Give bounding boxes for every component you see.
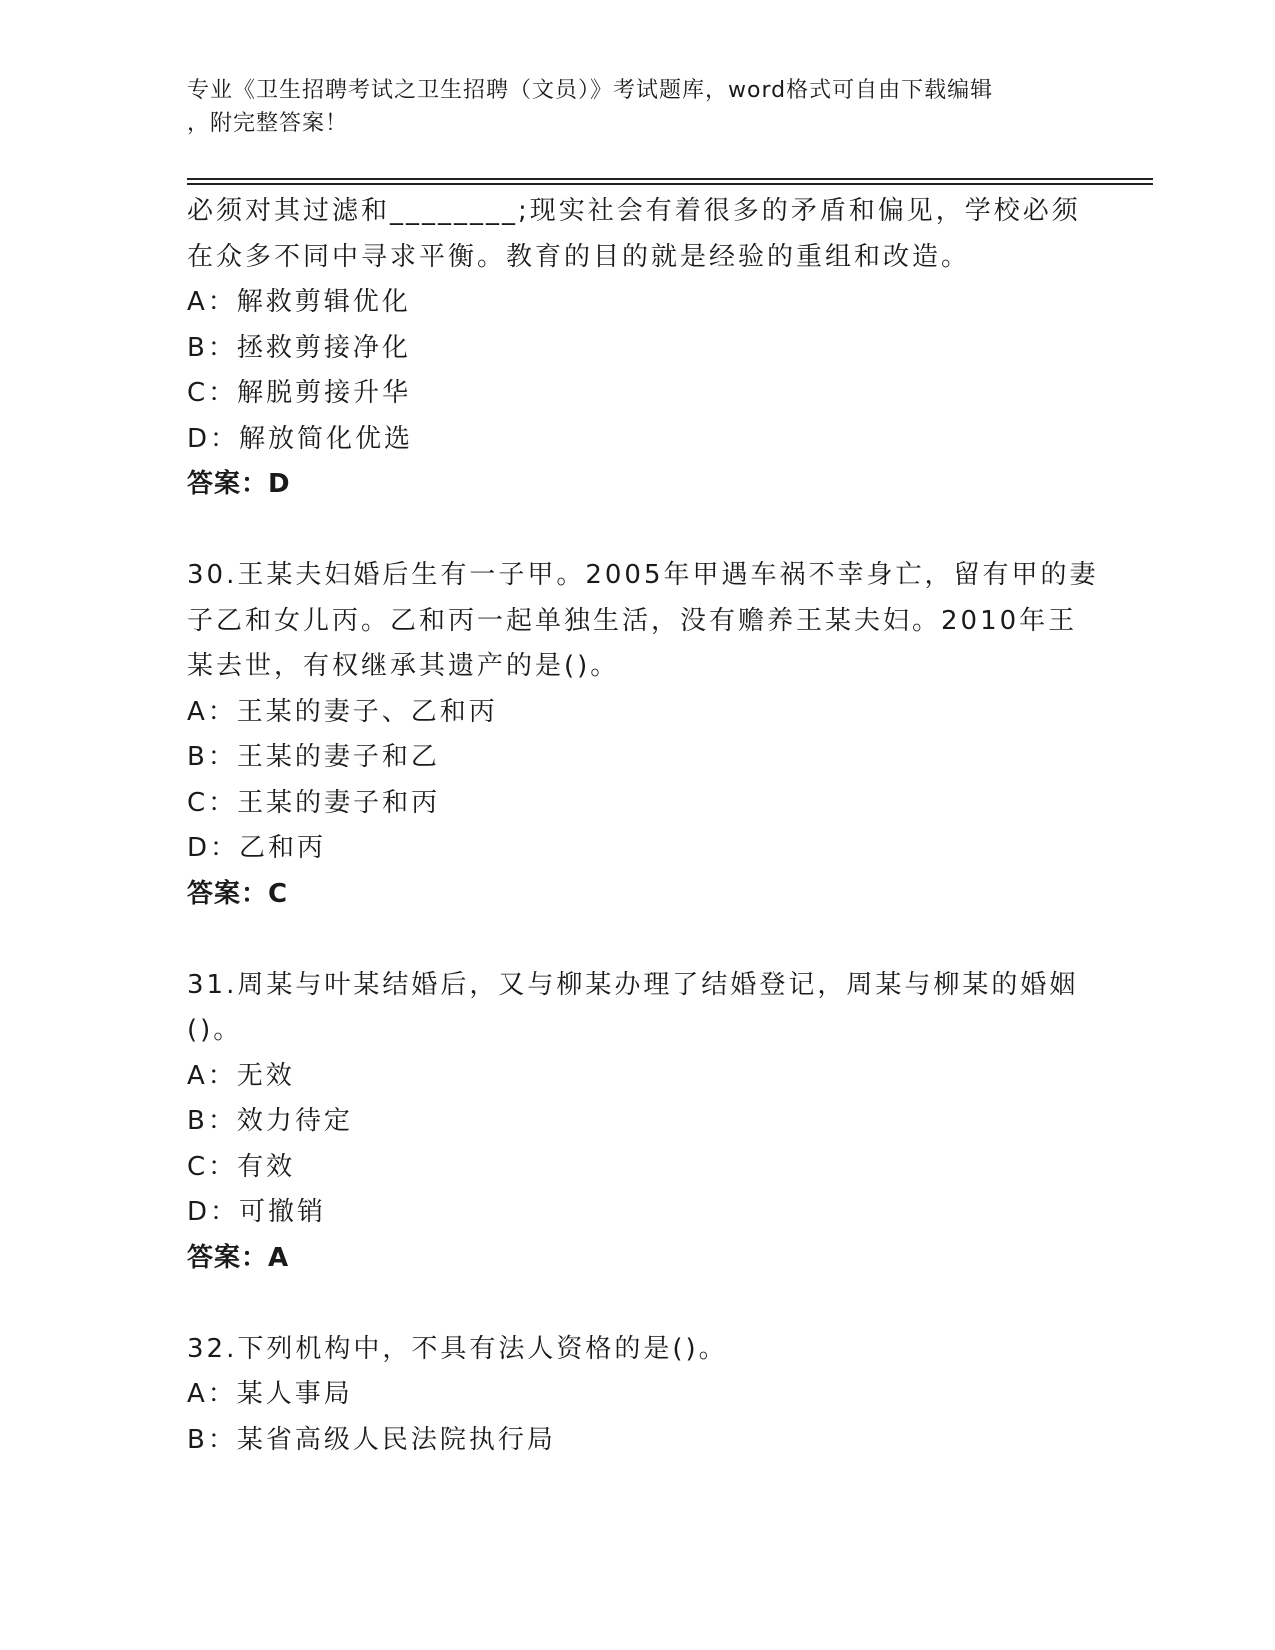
option-a: A：某人事局 xyxy=(187,1379,353,1409)
header-divider-bottom xyxy=(187,183,1153,185)
header-line-2: ，附完整答案！ xyxy=(187,111,349,136)
question-stem-line: 31.周某与叶某结婚后，又与柳某办理了结婚登记，周某与柳某的婚姻 xyxy=(187,969,1079,1000)
option-c: C：有效 xyxy=(187,1151,296,1182)
question-31 xyxy=(187,963,1087,1282)
question-29 xyxy=(187,189,1087,508)
option-c: C：王某的妻子和丙 xyxy=(187,787,441,818)
question-stem-line: 必须对其过滤和________;现实社会有着很多的矛盾和偏见，学校必须 xyxy=(187,196,1081,226)
question-32 xyxy=(187,1327,1087,1464)
answer-line: 答案：C xyxy=(187,878,289,909)
document-header xyxy=(187,74,1067,140)
option-b: B：王某的妻子和乙 xyxy=(187,742,440,772)
option-d: D：可撤销 xyxy=(187,1197,327,1227)
option-b: B：拯救剪接净化 xyxy=(187,332,411,363)
answer-line: 答案：A xyxy=(187,1242,290,1273)
question-spacer xyxy=(187,917,1087,963)
option-b: B：某省高级人民法院执行局 xyxy=(187,1424,556,1455)
question-30 xyxy=(187,553,1099,917)
header-line-1: 专业《卫生招聘考试之卫生招聘（文员）》考试题库，word格式可自由下载编辑 xyxy=(187,78,994,103)
question-stem-line: 32.下列机构中，不具有法人资格的是()。 xyxy=(187,1333,728,1364)
question-stem-line: 子乙和女儿丙。乙和丙一起单独生活，没有赡养王某夫妇。2010年王 xyxy=(187,605,1078,636)
option-a: A：无效 xyxy=(187,1060,295,1091)
question-spacer xyxy=(187,1281,1087,1327)
option-c: C：解脱剪接升华 xyxy=(187,378,412,408)
question-stem-line: 30.王某夫妇婚后生有一子甲。2005年甲遇车祸不幸身亡，留有甲的妻 xyxy=(187,560,1099,590)
header-divider-top xyxy=(187,178,1153,180)
option-d: D：解放简化优选 xyxy=(187,423,414,454)
question-stem-line: 在众多不同中寻求平衡。教育的目的就是经验的重组和改造。 xyxy=(187,241,971,272)
question-stem-line: ()。 xyxy=(187,1015,243,1045)
question-spacer xyxy=(187,508,1087,554)
option-b: B：效力待定 xyxy=(187,1106,353,1136)
question-list xyxy=(187,189,1099,1463)
option-a: A：王某的妻子、乙和丙 xyxy=(187,696,498,727)
option-a: A：解救剪辑优化 xyxy=(187,287,411,317)
option-d: D：乙和丙 xyxy=(187,833,327,863)
question-stem-line: 某去世，有权继承其遗产的是()。 xyxy=(187,651,620,681)
answer-line: 答案：D xyxy=(187,469,291,499)
